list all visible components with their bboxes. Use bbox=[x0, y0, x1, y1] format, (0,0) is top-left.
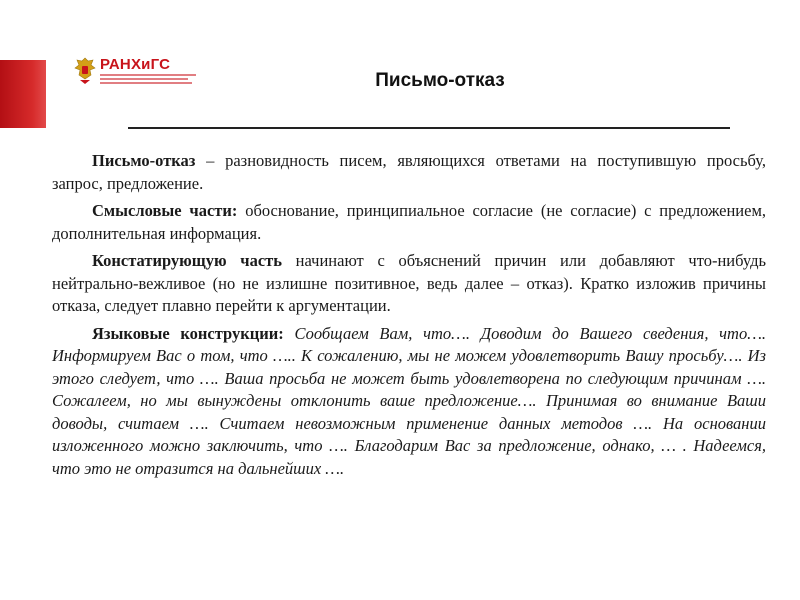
term-phrases: Языковые конструкции: bbox=[92, 323, 284, 343]
phrases-text: Сообщаем Вам, что…. Доводим до Вашего сведения, что…. Информируем Вас о том, что ….. К сожалению, мы не можем удовлетворить Вашу просьбу…. Из этого следует, что …. Ваша просьба не может быть удовлетворена по следующим причинам …. Сожалеем, но мы вынуждены отклонить ваше предложение…. Принимая во внимание Ваши доводы, считаем …. Считаем невозможным применение данных методов …. На основании изложенного можно заключить, что …. Благодарим Вас за предложение, однако, … . Надеемся, что это не отразится на дальнейших …. bbox=[52, 323, 766, 478]
paragraph-parts bbox=[52, 200, 766, 245]
term-statement: Констатирующую часть bbox=[92, 251, 282, 270]
paragraph-definition bbox=[52, 150, 766, 195]
term-letter: Письмо-отказ bbox=[92, 151, 196, 170]
paragraph-statement bbox=[52, 250, 766, 318]
paragraph-phrases bbox=[52, 323, 766, 481]
parts-text: обоснование, принципиальное согласие (не согласие) с предложением, дополнительная информация. bbox=[52, 201, 767, 243]
slide-content bbox=[52, 150, 766, 485]
title-divider bbox=[128, 127, 730, 129]
statement-text: начинают с объяснений причин или добавляют что-нибудь нейтрально-вежливое (но не излишне позитивное, ведь далее – отказ). Кратко изложив причины отказа, следует плавно перейти к аргументации. bbox=[52, 251, 767, 315]
definition-text: – разновидность писем, являющихся ответами на поступившую просьбу, запрос, предложение. bbox=[52, 151, 766, 193]
term-parts: Смысловые части: bbox=[92, 201, 238, 220]
slide-title: Письмо-отказ bbox=[375, 70, 505, 91]
logo-name: РАНХиГС bbox=[100, 56, 171, 73]
